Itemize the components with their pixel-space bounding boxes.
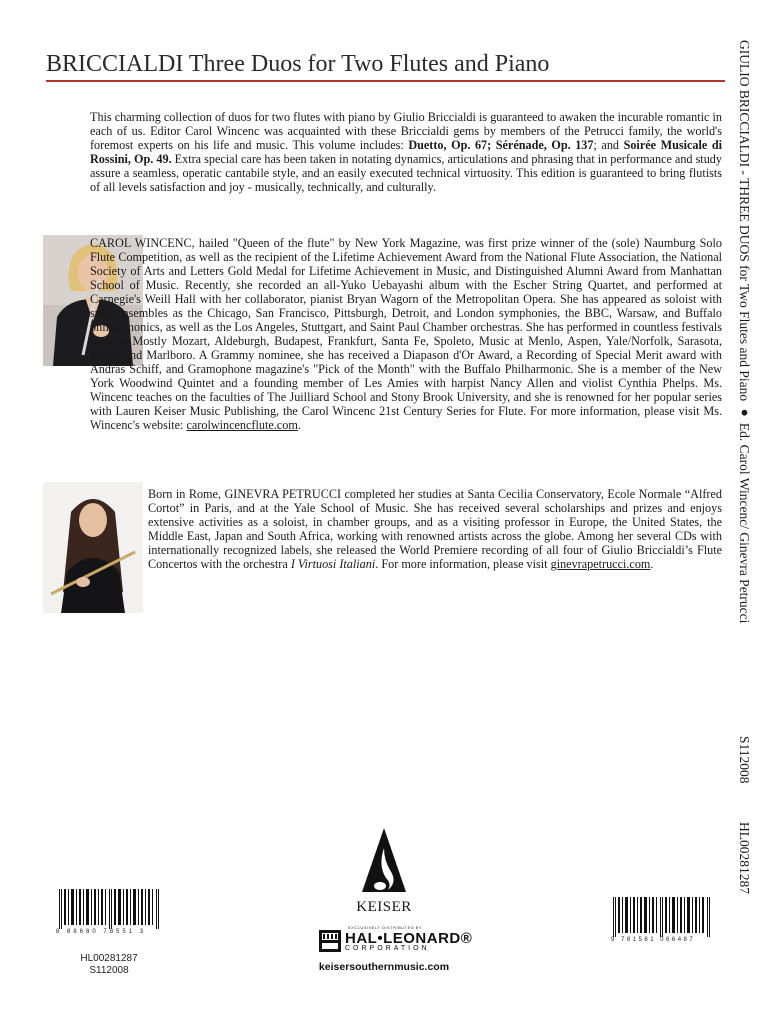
hal-leonard-icon	[319, 930, 341, 952]
wincenc-bio	[90, 236, 722, 432]
distributor-corporation: CORPORATION	[345, 945, 430, 952]
page-title: BRICCIALDI Three Duos for Two Flutes and Piano	[46, 51, 550, 77]
publisher-name: KEISER	[356, 899, 412, 915]
hal-leonard-logo	[319, 930, 471, 958]
spine-code: HL00281287	[737, 822, 752, 894]
isbn-barcode	[611, 897, 714, 945]
book-spine	[728, 40, 764, 940]
petrucci-orchestra-name: I Virtuosi Italiani	[290, 557, 376, 571]
petrucci-bio-end: .	[650, 557, 654, 571]
wincenc-bio-text: CAROL WINCENC, hailed "Queen of the flute" by New York Magazine, was first prize winner of the (sole) Naumburg Solo Flute Competition, as well as the recipient of the Lifetime Achievement Award from the National Flute Association, the National Society of Arts and Letters Gold Medal for Lifetime Achievement in Music, and Distinguished Alumni Award from Manhattan School of Music. Recently, she recorded an all-Yuko Uebayashi album with the Escher String Quartet, and performed at Carnegie's Weill Hall with her collaborator, pianist Bryan Wagorn of the Metropolitan Opera. She has appeared as soloist with such ensembles as the Chicago, San Francisco, Pittsburgh, Detroit, and London symphonies, the BBC, Warsaw, and Buffalo philharmonics, as well as the Los Angeles, Stuttgart, and Saint Paul Chamber orchestras. She has performed in countless festivals such as Mostly Mozart, Aldeburgh, Budapest, Frankfurt, Santa Fe, Spoleto, Music at Menlo, Aspen, Yale/Norfolk, Sarasota, Banff, and Marlboro. A Grammy nominee, she has received a Diapason d'Or Award, a Recording of Special Merit award with András Schiff, and Gramophone magazine's "Pick of the Month" with the Buffalo Philharmonic. She is a member of the New York Woodwind Quintet and a founding member of Les Amies with harpist Nancy Allen and violist Cynthia Phelps. Ms. Wincenc teaches on the faculties of The Juilliard School and Stony Brook University, and she is renowned for her popular series with Lauren Keiser Music Publishing, the Carol Wincenc 21st Century Series for Flute. For more information, please visit Ms. Wincenc's website:	[90, 236, 722, 432]
title-divider	[46, 80, 725, 82]
product-codes	[64, 953, 154, 977]
intro-text: Extra special care has been taken in notating dynamics, articulations and phrasing that in performance and study assure a seamless, operatic cantabile style, and an easily executed technical virtuosity. This edition is guaranteed to bring flutists of all levels satisfaction and joy - musically, technically, and culturally.	[90, 152, 722, 194]
barcode-digits: 9 781581 066487	[611, 937, 696, 943]
upc-barcode	[56, 889, 166, 937]
wincenc-website-link[interactable]: carolwincencflute.com	[186, 418, 298, 432]
ginevra-petrucci-photo	[43, 482, 143, 613]
barcode-bars-icon	[56, 889, 166, 929]
intro-works-bold: Soirée Musicale di Rossini, Op. 49.	[90, 138, 722, 166]
intro-text: This charming collection of duos for two flutes with piano by Giulio Briccialdi is guaranteed to awaken the incurable romantic in each of us. Editor Carol Wincenc was acquainted with these Briccialdi gems by members of the Petrucci family, the world's foremost experts on his life and music. This volume includes:	[90, 110, 722, 152]
petrucci-bio	[148, 487, 722, 571]
spine-code: S112008	[737, 736, 752, 784]
distributed-by-label: EXCLUSIVELY DISTRIBUTED BY	[347, 925, 423, 930]
distributor-name: HAL•LEONARD®	[345, 930, 473, 947]
petrucci-bio-text: . For more information, please visit	[375, 557, 551, 571]
spine-title: GIULIO BRICCIALDI - THREE DUOS for Two Flutes and Piano ● Ed. Carol Wincenc/ Ginevra Petrucci	[737, 40, 752, 624]
intro-paragraph	[90, 110, 722, 194]
petrucci-bio-text: Born in Rome, GINEVRA PETRUCCI completed her studies at Santa Cecilia Conservatory, Ecole Normale “Alfred Cortot” in Paris, and at the Yale School of Music. She has received several scholarships and prizes and enjoys extensive activities as a soloist, in chamber groups, and as a visiting professor in Europe, the United States, the Middle East, Japan and South Africa, working with renowned artists across the globe. Among her several CDs with internationally recognized labels, she released the World Premiere recording of all four of Giulio Briccialdi’s Flute Concertos with the orchestra	[148, 487, 722, 571]
wincenc-bio-end: .	[297, 418, 301, 432]
intro-works-bold: Duetto, Op. 67; Sérénade, Op. 137	[408, 138, 594, 152]
product-code: HL00281287	[80, 953, 138, 964]
product-code: S112008	[89, 965, 129, 976]
petrucci-website-link[interactable]: ginevrapetrucci.com	[550, 557, 651, 571]
intro-text: ; and	[593, 138, 624, 152]
barcode-bars-icon	[611, 897, 714, 937]
barcode-digits: 8 88680 78551 3	[56, 929, 147, 935]
publisher-website[interactable]: keisersouthernmusic.com	[318, 961, 450, 973]
